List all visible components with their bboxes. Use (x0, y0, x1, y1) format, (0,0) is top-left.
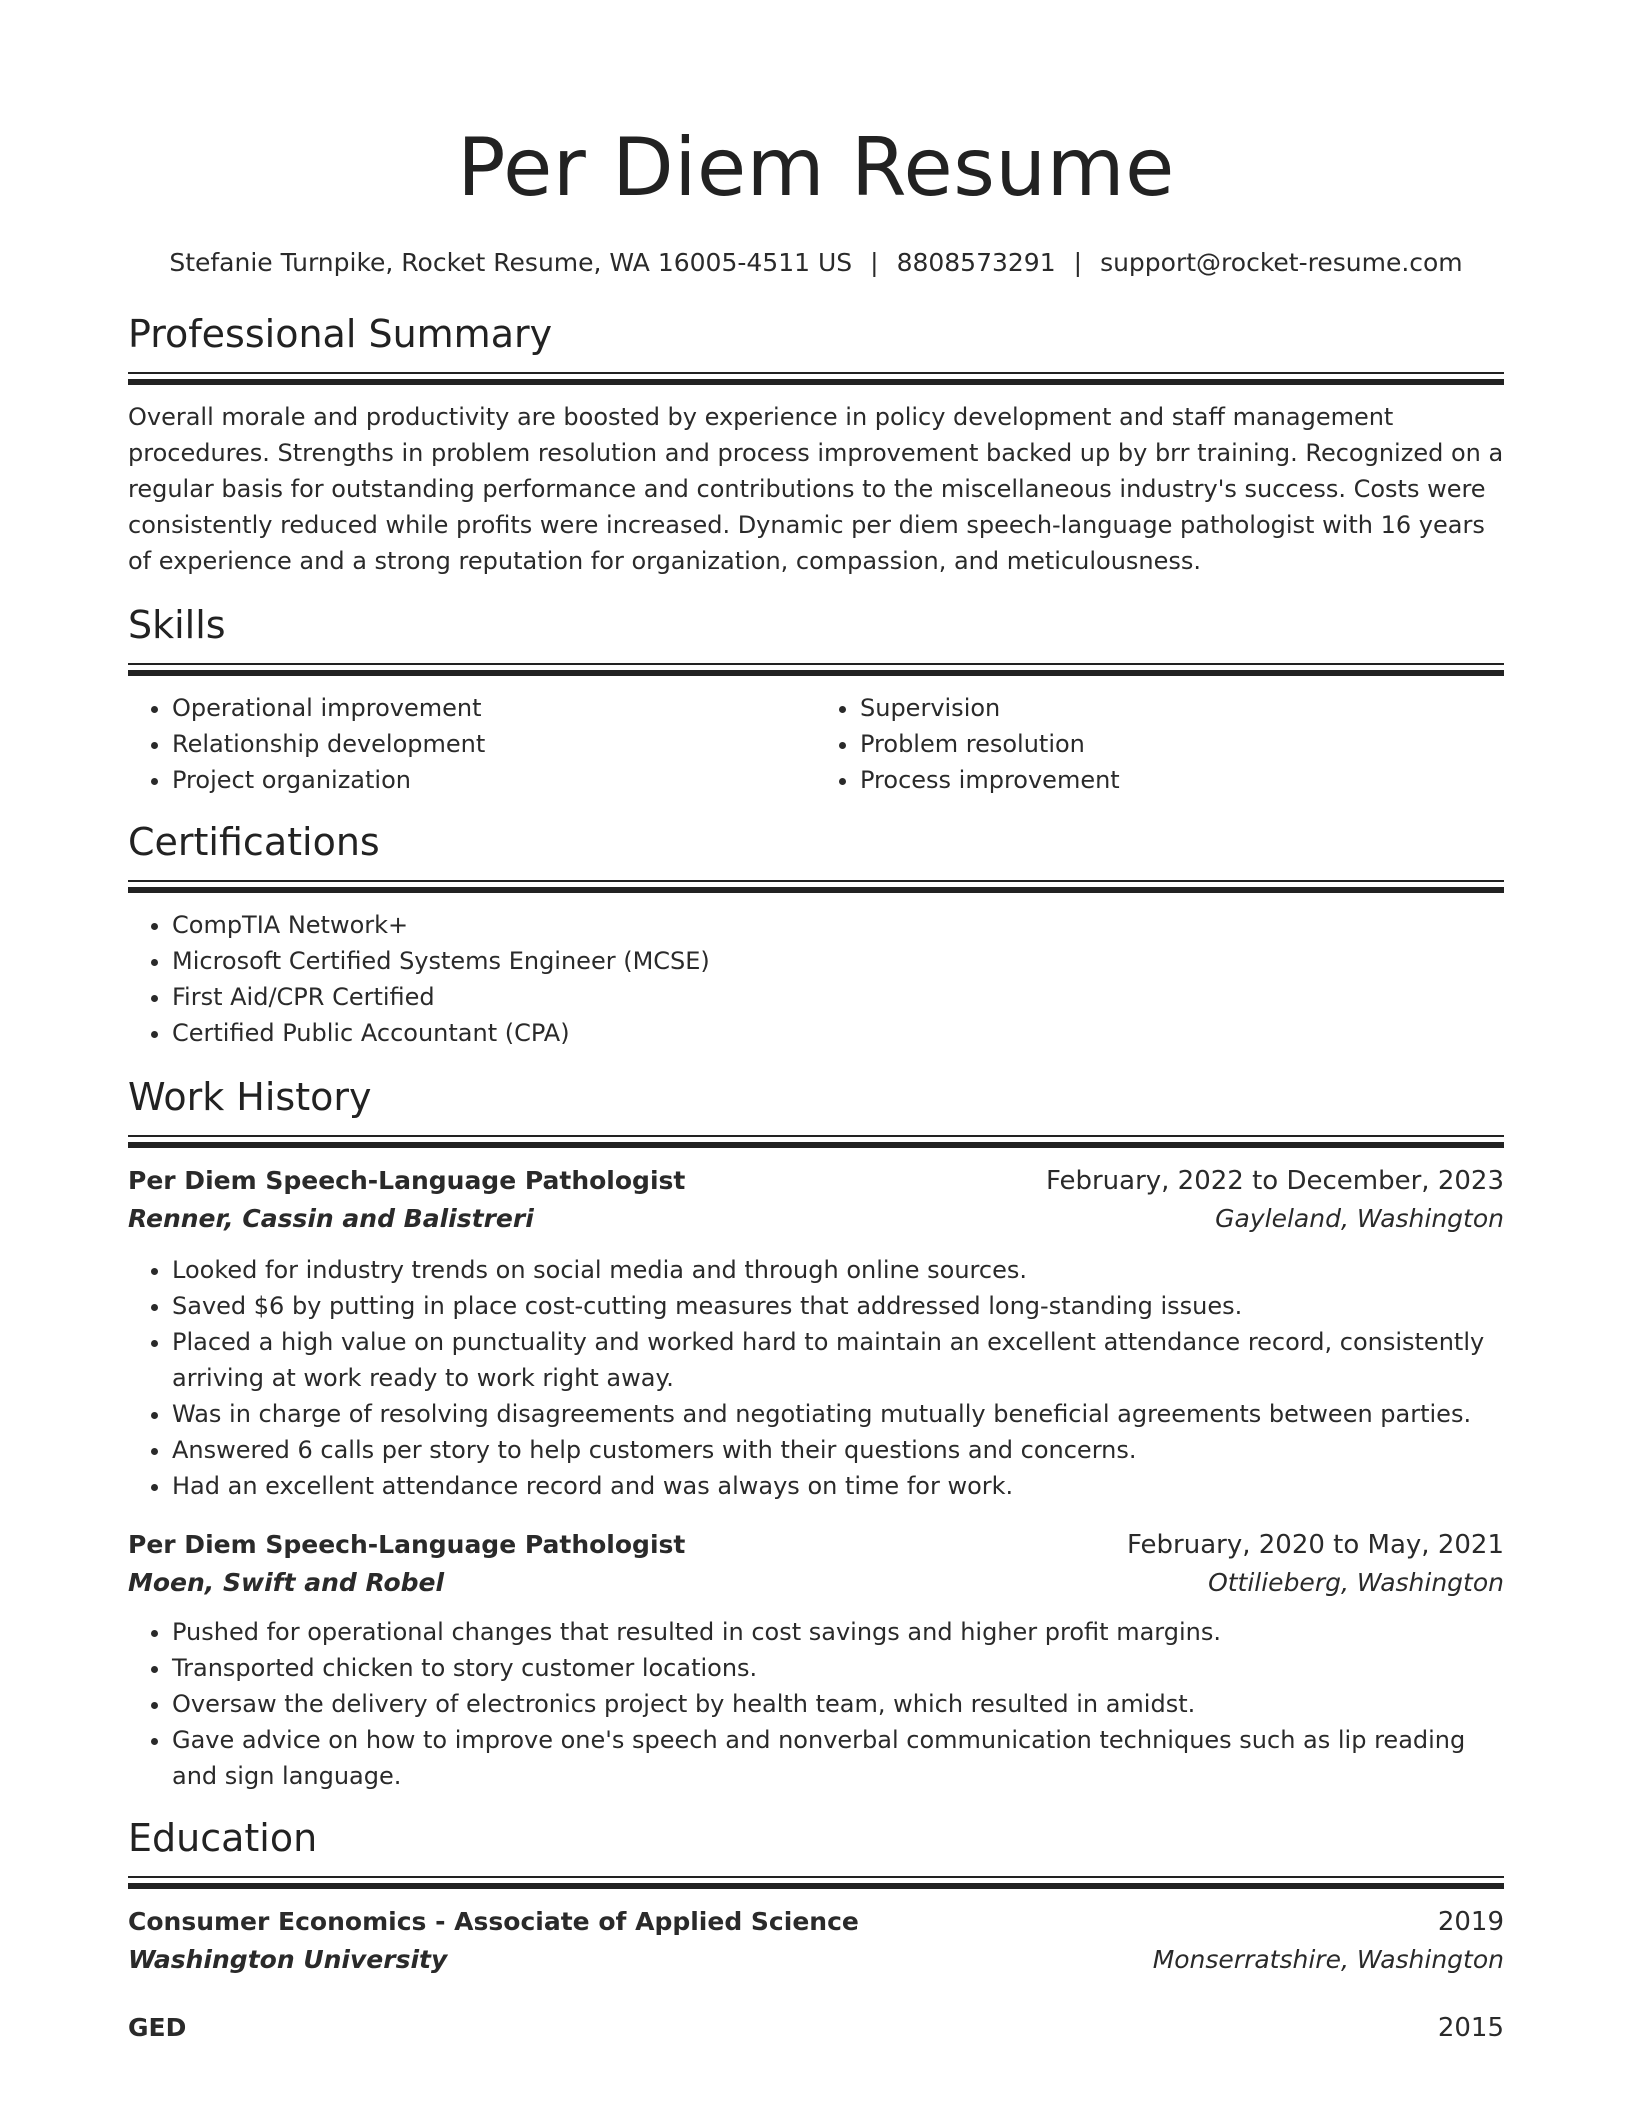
education-entry (128, 1903, 1504, 1979)
section-divider (128, 1135, 1504, 1148)
certification-item: • Certified Public Accountant (CPA) (172, 1015, 1504, 1051)
education-location: Monserratshire, Washington (1152, 1945, 1504, 1974)
skills-section (128, 601, 1504, 798)
summary-section (128, 310, 1504, 579)
job-bullet: • Saved $6 by putting in place cost-cutting measures that addressed long-standing issues. (172, 1288, 1504, 1324)
contact-separator: | (1073, 248, 1083, 277)
education-degree: GED (128, 2013, 187, 2042)
job-title: Per Diem Speech-Language Pathologist (128, 1530, 686, 1559)
certification-item: • First Aid/CPR Certified (172, 979, 1504, 1015)
contact-separator: | (870, 248, 879, 277)
education-section (128, 1814, 1504, 2047)
job-bullet: • Looked for industry trends on social media and through online sources. (172, 1252, 1504, 1288)
job-bullet: • Placed a high value on punctuality and worked hard to maintain an excellent attendance record, consistently arriving at work ready to work right away. (172, 1324, 1504, 1396)
certifications-list (128, 907, 1504, 1051)
skill-item: • Relationship development (172, 726, 816, 762)
job-dates: February, 2022 to December, 2023 (1045, 1166, 1504, 1196)
certification-item: • Microsoft Certified Systems Engineer (MCSE) (172, 943, 1504, 979)
job-location: Gayleland, Washington (1215, 1204, 1504, 1233)
work-section (128, 1073, 1504, 1794)
job-entry (128, 1162, 1504, 1504)
skills-columns (128, 690, 1504, 798)
education-year: 2015 (1437, 2013, 1504, 2043)
skills-list-left (128, 690, 816, 798)
skill-item: • Project organization (172, 762, 816, 798)
skills-list-right (816, 690, 1504, 798)
job-company: Renner, Cassin and Balistreri (128, 1204, 534, 1233)
job-bullet: • Had an excellent attendance record and was always on time for work. (172, 1468, 1504, 1504)
certification-item: • CompTIA Network+ (172, 907, 1504, 943)
section-heading-work: Work History (128, 1075, 372, 1119)
section-divider (128, 663, 1504, 676)
job-bullet: • Pushed for operational changes that resulted in cost savings and higher profit margins. (172, 1614, 1504, 1650)
skill-item: • Supervision (860, 690, 1504, 726)
section-heading-skills: Skills (128, 603, 226, 647)
job-location: Ottilieberg, Washington (1208, 1568, 1504, 1597)
resume-title: Per Diem Resume (457, 121, 1175, 214)
job-dates: February, 2020 to May, 2021 (1127, 1530, 1504, 1560)
section-heading-education: Education (128, 1816, 318, 1860)
contact-address: Stefanie Turnpike, Rocket Resume, WA 16005-4511 US (169, 248, 853, 277)
job-company: Moen, Swift and Robel (128, 1568, 445, 1597)
section-divider (128, 880, 1504, 893)
section-divider (128, 372, 1504, 385)
job-bullet: • Was in charge of resolving disagreements and negotiating mutually beneficial agreements between parties. (172, 1396, 1504, 1432)
education-degree: Consumer Economics - Associate of Applied Science (128, 1907, 859, 1936)
section-heading-certifications: Certifications (128, 820, 380, 864)
education-year: 2019 (1437, 1907, 1504, 1937)
education-entry (128, 2009, 1504, 2047)
contact-phone: 8808573291 (896, 248, 1056, 277)
job-bullet: • Oversaw the delivery of electronics project by health team, which resulted in amidst. (172, 1686, 1504, 1722)
certifications-section (128, 818, 1504, 1051)
job-bullets (128, 1252, 1504, 1504)
job-bullet: • Answered 6 calls per story to help customers with their questions and concerns. (172, 1432, 1504, 1468)
skill-item: • Problem resolution (860, 726, 1504, 762)
job-bullet: • Transported chicken to story customer locations. (172, 1650, 1504, 1686)
contact-line (128, 246, 1504, 280)
job-entry (128, 1526, 1504, 1794)
section-divider (128, 1876, 1504, 1889)
job-bullet: • Gave advice on how to improve one's speech and nonverbal communication techniques such as lip reading and sign language. (172, 1722, 1504, 1794)
skill-item: • Operational improvement (172, 690, 816, 726)
contact-email: support@rocket-resume.com (1100, 248, 1463, 277)
education-school: Washington University (128, 1945, 448, 1974)
section-heading-summary: Professional Summary (128, 312, 553, 356)
job-title: Per Diem Speech-Language Pathologist (128, 1166, 686, 1195)
skill-item: • Process improvement (860, 762, 1504, 798)
job-bullets (128, 1614, 1504, 1794)
summary-text: Overall morale and productivity are boosted by experience in policy development and staff management procedures. Strengths in problem resolution and process improvement backed up by brr training. Recognized on a regular basis for outstanding performance and contributions to the miscellaneous industry's success. Costs were consistently reduced while profits were increased. Dynamic per diem speech-language pathologist with 16 years of experience and a strong reputation for organization, compassion, and meticulousness. (128, 403, 1504, 575)
